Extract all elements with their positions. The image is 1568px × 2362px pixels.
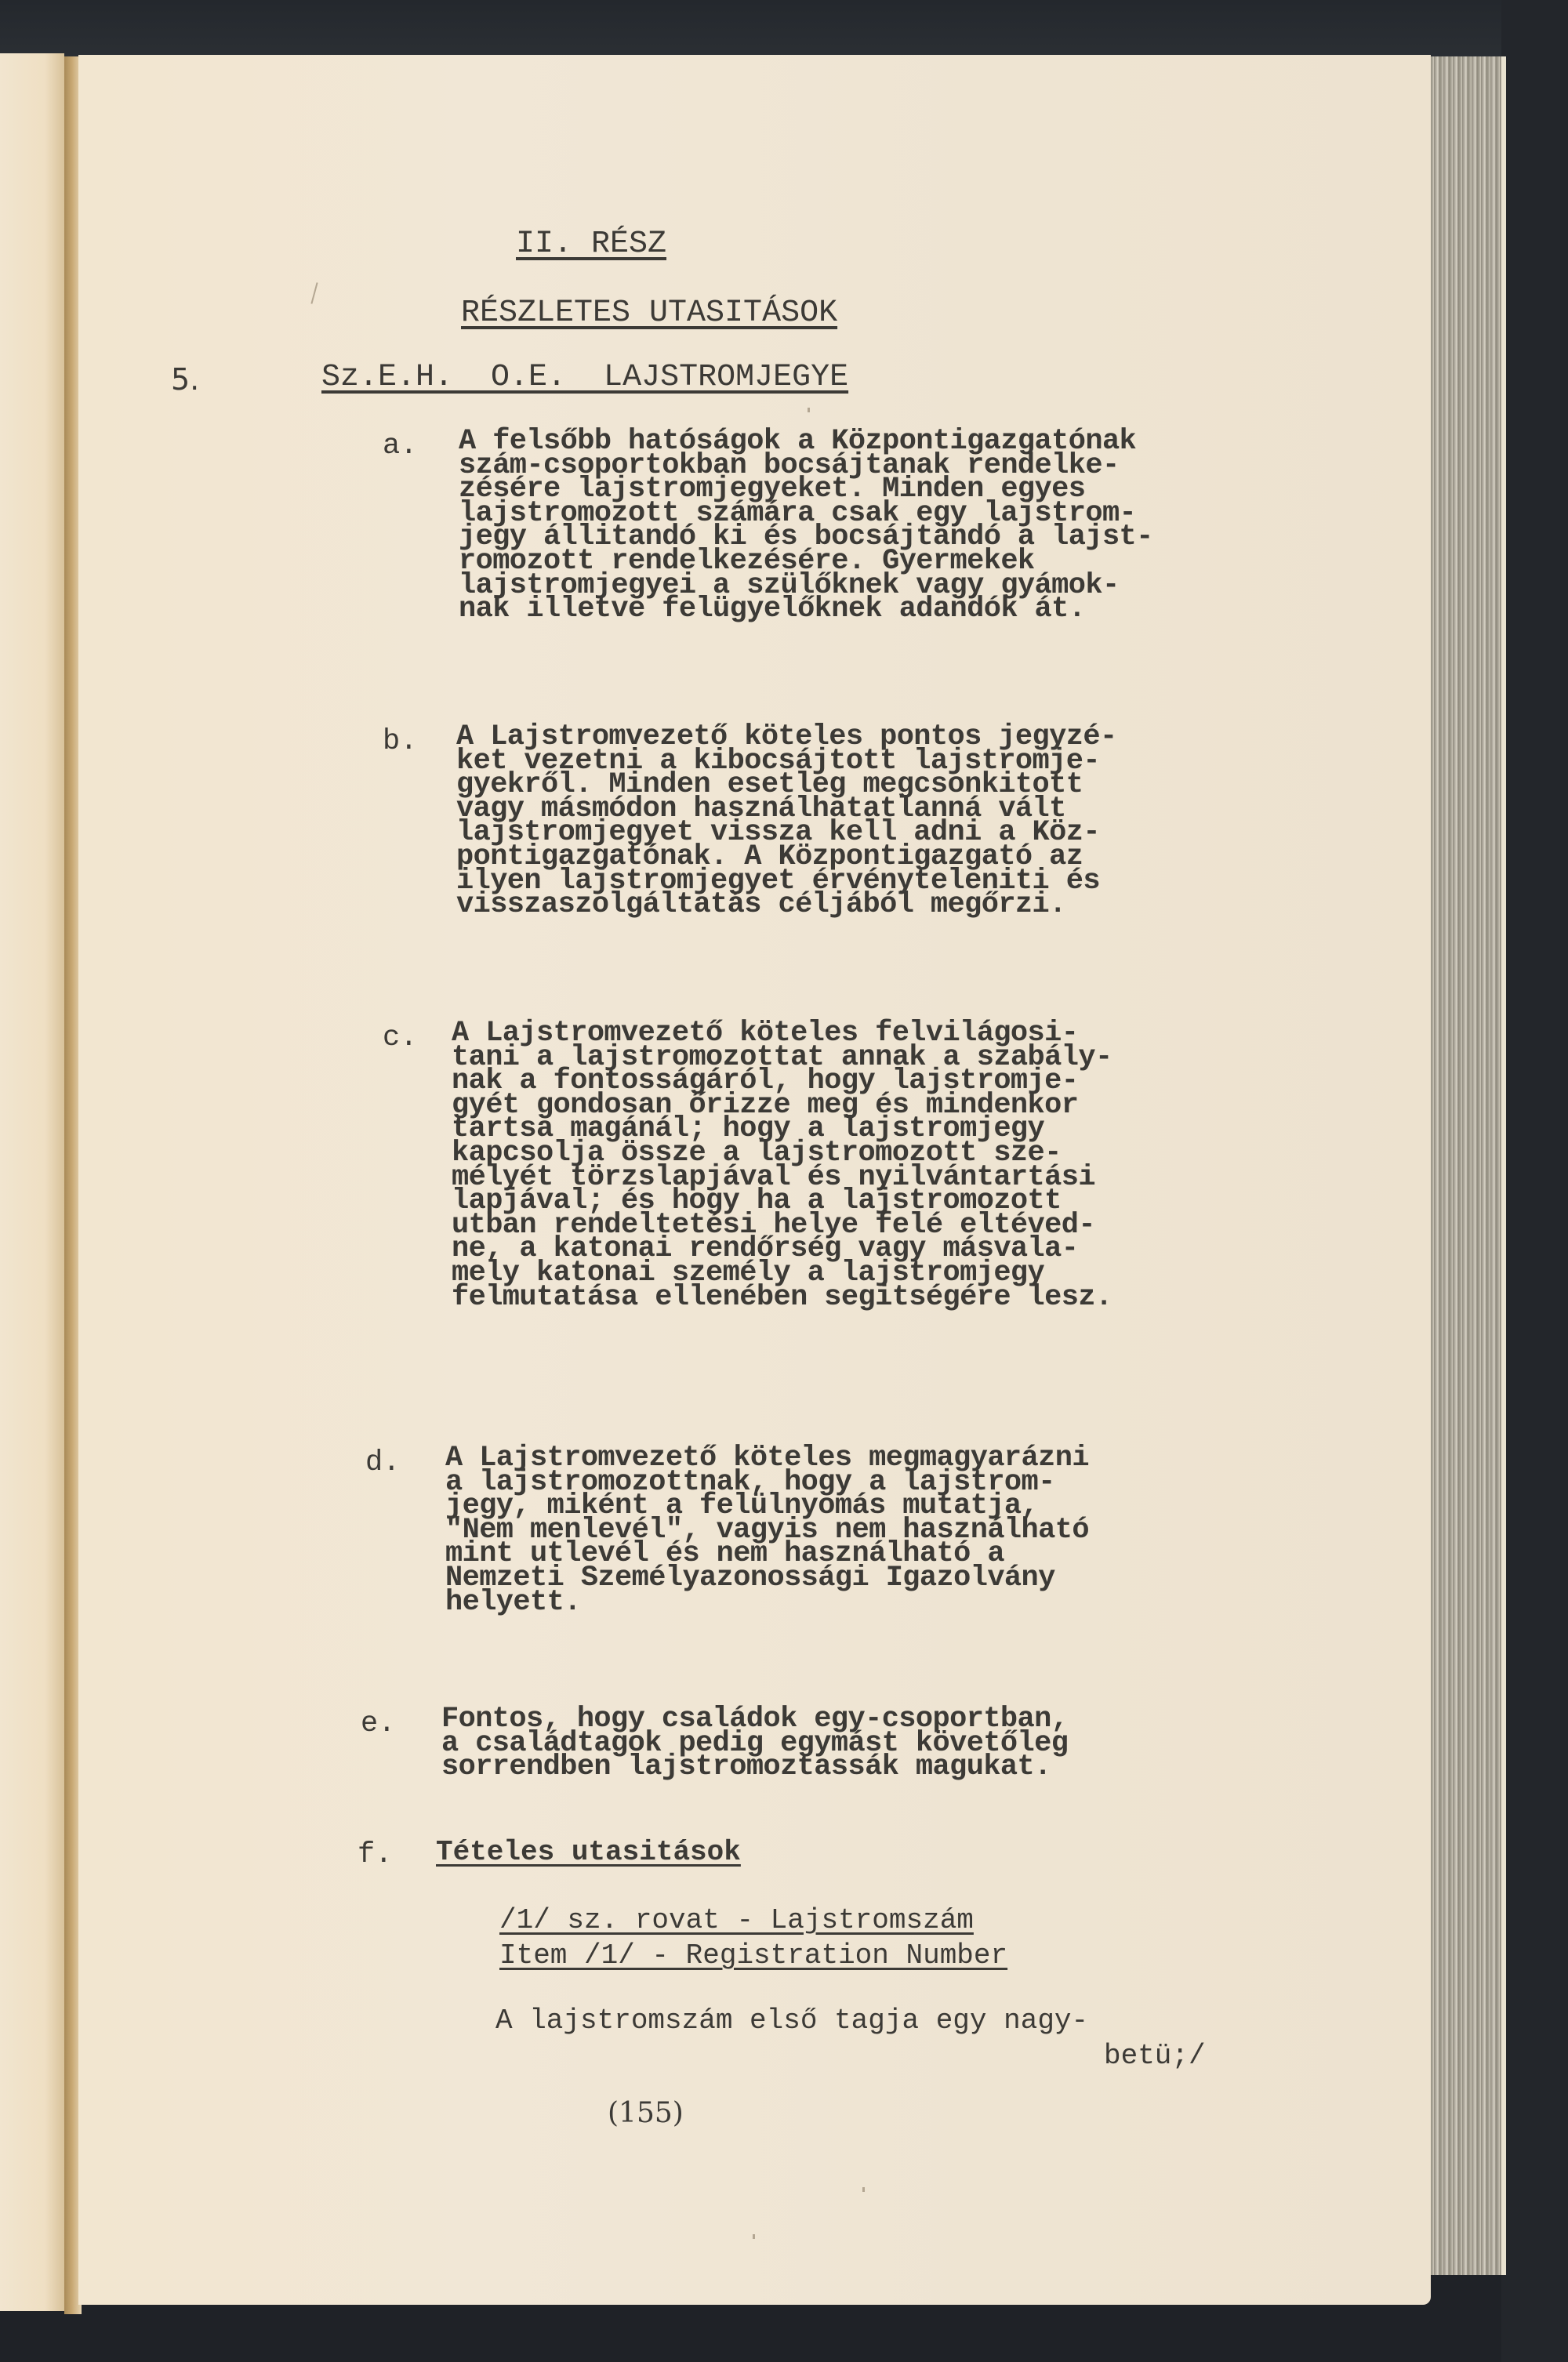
paragraph-line: jegy, miként a felülnyomás mutatja, bbox=[445, 1489, 1039, 1523]
paper-speck bbox=[862, 2187, 865, 2192]
section-title: RÉSZLETES UTASITÁSOK bbox=[461, 296, 838, 331]
paragraph-line: ne, a katonai rendőrség vagy másvala- bbox=[452, 1232, 1079, 1266]
paragraph-line: mint utlevél és nem használható a bbox=[445, 1537, 1004, 1571]
paragraph-line: mélyét törzslapjával és nyilvántartási bbox=[452, 1160, 1095, 1194]
paragraph-line: helyett. bbox=[445, 1585, 581, 1619]
paragraph-line: A Lajstromvezető köteles megmagyarázni bbox=[445, 1442, 1089, 1475]
paragraph-line: gyekről. Minden esetleg megcsonkitott bbox=[456, 768, 1083, 802]
paragraph-line: lapjával; és hogy ha a lajstromozott bbox=[452, 1185, 1062, 1218]
item-f-title: Tételes utasitások bbox=[436, 1836, 741, 1868]
paragraph-line: szám-csoportokban bocsájtanak rendelke- bbox=[459, 448, 1120, 482]
paragraph-a bbox=[459, 425, 1153, 626]
paragraph-line: tani a lajstromozottat annak a szabály- bbox=[452, 1040, 1112, 1074]
paragraph-line: Nemzeti Személyazonossági Igazolvány bbox=[445, 1561, 1055, 1595]
paragraph-line: mely katonai személy a lajstromjegy bbox=[452, 1256, 1045, 1290]
paragraph-line: lajstromjegyei a szülőknek vagy gyámok- bbox=[459, 568, 1120, 602]
paragraph-line: lajstromjegyet vissza kell adni a Köz- bbox=[456, 816, 1100, 850]
paper-speck bbox=[808, 408, 810, 412]
page-number: (155) bbox=[608, 2097, 684, 2129]
paragraph-line: gyét gondosan őrizze meg és mindenkor bbox=[452, 1088, 1079, 1122]
paragraph-label-f: f. bbox=[358, 1838, 393, 1871]
paragraph-line: nak a fontosságáról, hogy lajstromje- bbox=[452, 1065, 1079, 1098]
paragraph-line: A Lajstromvezető köteles felvilágosi- bbox=[452, 1017, 1079, 1050]
item-1-heading-hu: /1/ sz. rovat - Lajstromszám bbox=[499, 1904, 974, 1936]
paragraph-line: sorrendben lajstromoztassák magukat. bbox=[441, 1751, 1051, 1784]
paragraph-label-a: a. bbox=[383, 430, 418, 463]
paragraph-line: romozott rendelkezésére. Gyermekek bbox=[459, 544, 1035, 578]
paragraph-line: ket vezetni a kibocsájtott lajstromje- bbox=[456, 744, 1100, 778]
part-title: II. RÉSZ bbox=[516, 227, 667, 262]
item-1-text-line: A lajstromszám első tagja egy nagy- bbox=[495, 2005, 1089, 2037]
paragraph-label-e: e. bbox=[361, 1707, 396, 1740]
paragraph-line: A Lajstromvezető köteles pontos jegyzé- bbox=[456, 720, 1117, 753]
paragraph-line: lajstromozott számára csak egy lajstrom- bbox=[459, 496, 1137, 530]
section-number: 5. bbox=[171, 362, 200, 397]
paragraph-line: vagy másmódon használhatatlanná vált bbox=[456, 792, 1066, 825]
paragraph-label-d: d. bbox=[365, 1446, 401, 1479]
paragraph-line: visszaszolgáltatás céljából megőrzi. bbox=[456, 888, 1066, 922]
paragraph-d bbox=[445, 1442, 1089, 1619]
paragraph-label-c: c. bbox=[383, 1021, 418, 1054]
paragraph-line: a lajstromozottnak, hogy a lajstrom- bbox=[445, 1465, 1055, 1499]
paragraph-line: utban rendeltetési helye felé eltéved- bbox=[452, 1208, 1095, 1242]
item-1-heading-en: Item /1/ - Registration Number bbox=[499, 1939, 1008, 1972]
paragraph-line: "Nem menlevél", vagyis nem használható bbox=[445, 1513, 1089, 1547]
paragraph-line: nak illetve felügyelőknek adandók át. bbox=[459, 593, 1086, 626]
paragraph-line: Fontos, hogy családok egy-csoportban, bbox=[441, 1703, 1069, 1736]
paragraph-line: tartsa magánál; hogy a lajstromjegy bbox=[452, 1112, 1045, 1146]
paragraph-line: a családtagok pedig egymást követőleg bbox=[441, 1726, 1069, 1760]
paragraph-e bbox=[441, 1703, 1069, 1784]
paper-speck bbox=[753, 2234, 755, 2239]
paragraph-c bbox=[452, 1017, 1112, 1314]
paragraph-line: kapcsolja össze a lajstromozott sze- bbox=[452, 1136, 1062, 1170]
paragraph-b bbox=[456, 720, 1117, 922]
subject-title: Sz.E.H. O.E. LAJSTROMJEGYE bbox=[321, 360, 849, 395]
page-stack-edges bbox=[1425, 56, 1506, 2275]
paragraph-line: jegy állitandó ki és bocsájtandó a lajst- bbox=[459, 521, 1153, 554]
scan-background-top bbox=[0, 0, 1568, 59]
paragraph-line: pontigazgatónak. A Központigazgató az bbox=[456, 840, 1083, 873]
paragraph-line: felmutatása ellenében segitségére lesz. bbox=[452, 1280, 1112, 1314]
facing-page-edge bbox=[0, 53, 64, 2311]
item-1-text-line: betü;/ bbox=[1104, 2040, 1206, 2072]
paragraph-line: zésére lajstromjegyeket. Minden egyes bbox=[459, 473, 1086, 506]
scan-background-right bbox=[1501, 0, 1568, 2362]
paragraph-line: A felsőbb hatóságok a Központigazgatónak bbox=[459, 425, 1137, 458]
paragraph-label-b: b. bbox=[383, 725, 418, 758]
paragraph-line: ilyen lajstromjegyet érvényteleniti és bbox=[456, 864, 1100, 898]
